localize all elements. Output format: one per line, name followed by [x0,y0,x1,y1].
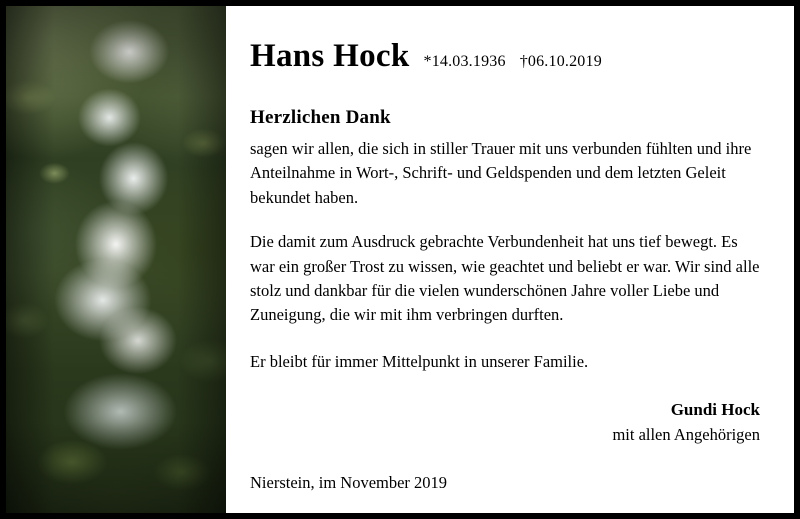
deceased-name: Hans Hock [250,38,410,74]
death-date: 06.10.2019 [527,53,602,70]
paragraph-thanks: sagen wir allen, die sich in stiller Trauer mit uns verbunden fühlten und ihre Anteilnahme in Wort-, Schrift- und Geldspenden und dem letzten Geleit bekundet haben. [250,139,752,207]
paragraph-memories: Die damit zum Ausdruck gebrachte Verbundenheit hat uns tief bewegt. Es war ein großer Trost zu wissen, wie geachtet und beliebt er war. Wir sind alle stolz und dankbar für die vielen wunderschönen Jahre voller Liebe und Zuneigung, die wir mit ihm verbringen durften. [250,232,760,325]
nature-photo [6,6,226,513]
name-and-dates [250,40,766,73]
signature-block [250,398,766,447]
birth-symbol: * [423,53,432,70]
photo-vignette [6,6,226,513]
paragraph-closing: Er bleibt für immer Mittelpunkt in unserer Familie. [250,351,589,371]
life-dates [423,53,601,71]
birth-date: 14.03.1936 [431,53,506,70]
thanks-heading: Herzlichen Dank [250,107,391,128]
place-and-date: Nierstein, im November 2019 [250,472,448,492]
death-symbol: † [519,53,528,70]
signature-name: Gundi Hock [670,400,760,420]
obituary-text-column [226,6,794,513]
signature-subtitle: mit allen Angehörigen [612,424,760,444]
